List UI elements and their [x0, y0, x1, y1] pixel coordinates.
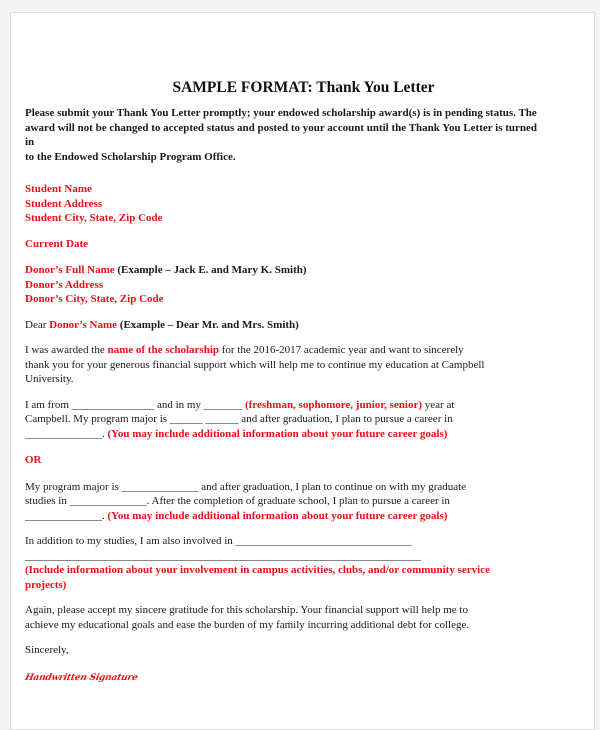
involvement-note: projects) — [25, 578, 67, 591]
awarded-text: I was awarded the — [25, 344, 108, 356]
salutation-example: (Example – Dear Mr. and Mrs. Smith) — [117, 318, 299, 331]
from-text: ______________. — [25, 427, 108, 440]
career-goals-note: (You may include additional information about your future career goals) — [107, 509, 448, 522]
donor-full-name: Donor’s Full Name — [25, 264, 115, 276]
involved-text: In addition to my studies, I am also involved in ________________________________ — [25, 535, 412, 547]
awarded-text: University. — [25, 373, 74, 385]
letter-body — [25, 106, 545, 685]
instructions-line-2: award will not be changed to accepted status and posted to your account until the Thank You Letter is turned in — [25, 121, 538, 148]
awarded-text: thank you for your generous financial support which will help me to continue my education at Campbell — [25, 358, 485, 371]
salutation-dear: Dear — [25, 318, 50, 331]
instructions-paragraph — [25, 106, 545, 164]
salutation-name: Donor’s Name — [49, 318, 118, 331]
major-text: ______________. — [25, 509, 108, 522]
salutation — [25, 318, 545, 333]
class-year-options: (freshman, sophomore, junior, senior) — [244, 398, 423, 411]
awarded-text: for the 2016-2017 academic year and want to sincerely — [219, 344, 464, 356]
again-paragraph — [25, 603, 545, 632]
page-title: SAMPLE FORMAT: Thank You Letter — [172, 79, 435, 96]
career-goals-note: (You may include additional information about your future career goals) — [107, 427, 448, 440]
again-text: achieve my educational goals and ease the burden of my family incurring additional debt for college. — [25, 618, 470, 631]
instructions-line-1: Please submit your Thank You Letter promptly; your endowed scholarship award(s) is in pending status. The — [25, 107, 537, 119]
or-label: OR — [25, 454, 42, 466]
donor-block — [25, 263, 545, 307]
from-text: Campbell. My program major is ______ ______ and after graduation, I plan to pursue a career in — [25, 413, 453, 425]
major-paragraph — [25, 480, 545, 524]
closing: Sincerely, — [25, 644, 69, 656]
involvement-note: (Include information about your involvement in campus activities, clubs, and/or community service — [25, 564, 490, 576]
donor-city: Donor’s City, State, Zip Code — [25, 293, 164, 305]
from-text: I am from _______________ and in my _______ — [25, 398, 245, 411]
major-text: My program major is ______________ and after graduation, I plan to continue on with my graduate — [25, 480, 467, 493]
student-block — [25, 182, 545, 226]
from-text: year at — [422, 398, 455, 411]
involved-text: ________________________________________________________________________ — [25, 549, 421, 562]
signature-line — [25, 670, 545, 686]
again-text: Again, please accept my sincere gratitude for this scholarship. Your financial support will help me to — [25, 604, 468, 616]
scholarship-name: name of the scholarship — [107, 344, 219, 356]
student-name: Student Name — [25, 183, 92, 195]
donor-full-name-example: (Example – Jack E. and Mary K. Smith) — [114, 264, 307, 276]
student-city: Student City, State, Zip Code — [25, 212, 163, 224]
current-date: Current Date — [25, 237, 89, 250]
from-paragraph — [25, 398, 545, 442]
student-address: Student Address — [25, 197, 103, 210]
major-text: studies in ______________. After the completion of graduate school, I plan to pursue a career in — [25, 495, 450, 507]
awarded-paragraph — [25, 343, 545, 387]
handwritten-signature: Handwritten Signature — [23, 672, 139, 683]
involved-paragraph — [25, 534, 545, 592]
donor-address: Donor’s Address — [25, 278, 104, 291]
instructions-line-3: to the Endowed Scholarship Program Office. — [25, 150, 236, 163]
